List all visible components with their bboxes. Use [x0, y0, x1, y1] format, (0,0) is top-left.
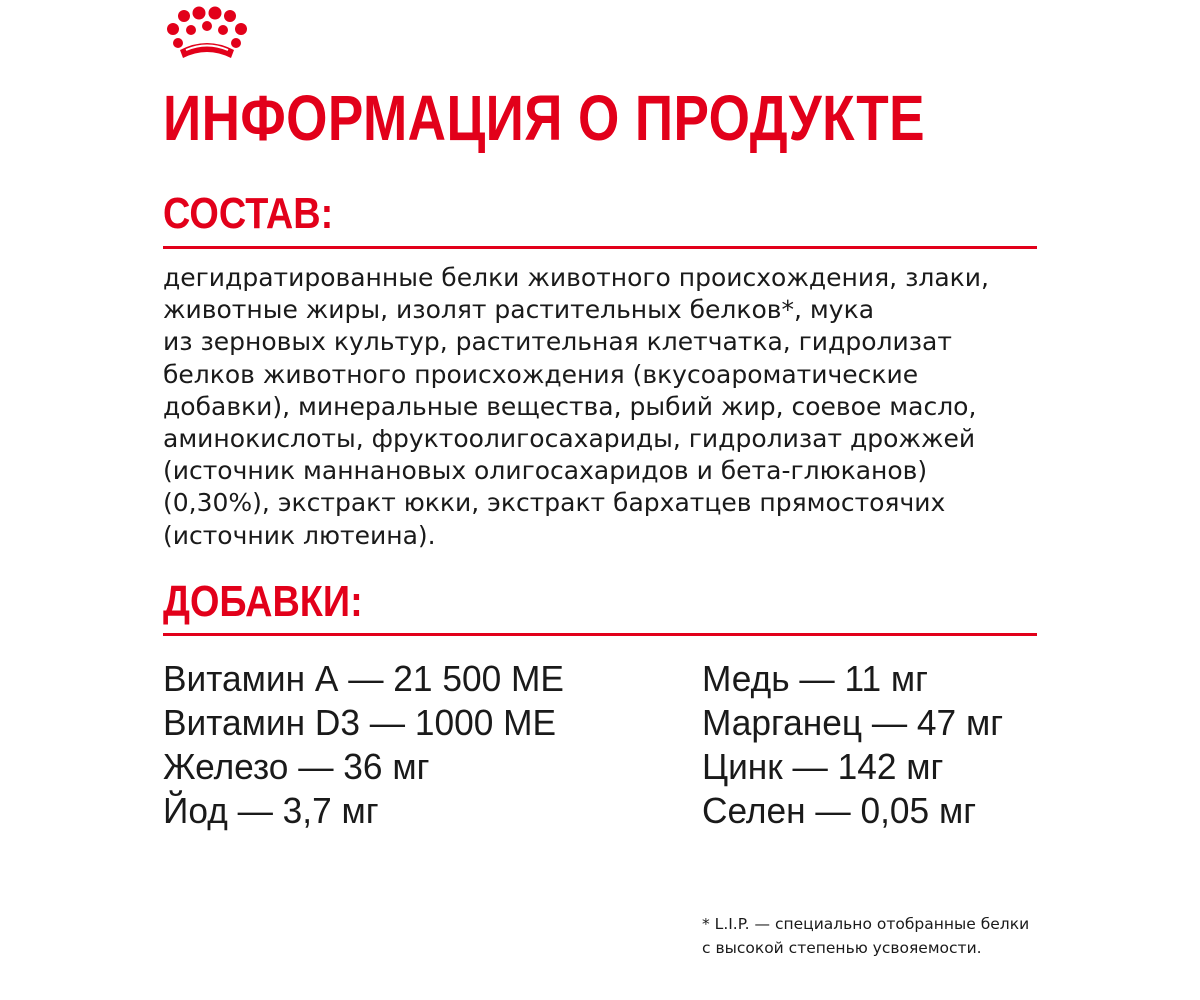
additive-item: Витамин А — 21 500 МЕ [163, 658, 564, 699]
composition-heading: СОСТАВ: [163, 189, 334, 238]
composition-divider [163, 246, 1037, 249]
additives-list-left [163, 657, 572, 833]
composition-line: дегидратированные белки животного происхождения, злаки, [163, 263, 989, 292]
additives-divider [163, 633, 1037, 636]
composition-line: (источник маннановых олигосахаридов и бета-глюканов) [163, 456, 928, 486]
composition-line: добавки), минеральные вещества, рыбий жир, соевое масло, [163, 391, 977, 421]
additive-item: Витамин D3 — 1000 МЕ [163, 702, 557, 743]
additive-item: Цинк — 142 мг [702, 746, 944, 787]
composition-line: белков животного происхождения (вкусоароматические [163, 359, 919, 389]
additive-item: Селен — 0,05 мг [702, 790, 977, 831]
composition-line: из зерновых культур, растительная клетчатка, гидролизат [163, 327, 952, 357]
footnote [702, 912, 1029, 960]
additives-list-right [702, 657, 1009, 833]
composition-line: (источник лютеина). [163, 520, 436, 550]
footnote-line: * L.I.P. — специально отобранные белки [702, 915, 1030, 933]
royal-canin-crown-icon [164, 6, 256, 62]
additive-item: Марганец — 47 мг [702, 702, 1004, 743]
composition-line: (0,30%), экстракт юкки, экстракт бархатцев прямостоячих [163, 488, 946, 518]
footnote-line: с высокой степенью усвояемости. [702, 939, 982, 957]
composition-text [163, 262, 1043, 552]
additives-heading: ДОБАВКИ: [163, 577, 363, 626]
composition-line: аминокислоты, фруктоолигосахариды, гидролизат дрожжей [163, 424, 976, 454]
additive-item: Йод — 3,7 мг [163, 790, 379, 831]
additive-item: Медь — 11 мг [702, 658, 929, 699]
composition-line: животные жиры, изолят растительных белков*, мука [163, 295, 875, 325]
page-title: ИНФОРМАЦИЯ О ПРОДУКТЕ [163, 82, 925, 154]
additive-item: Железо — 36 мг [163, 746, 430, 787]
